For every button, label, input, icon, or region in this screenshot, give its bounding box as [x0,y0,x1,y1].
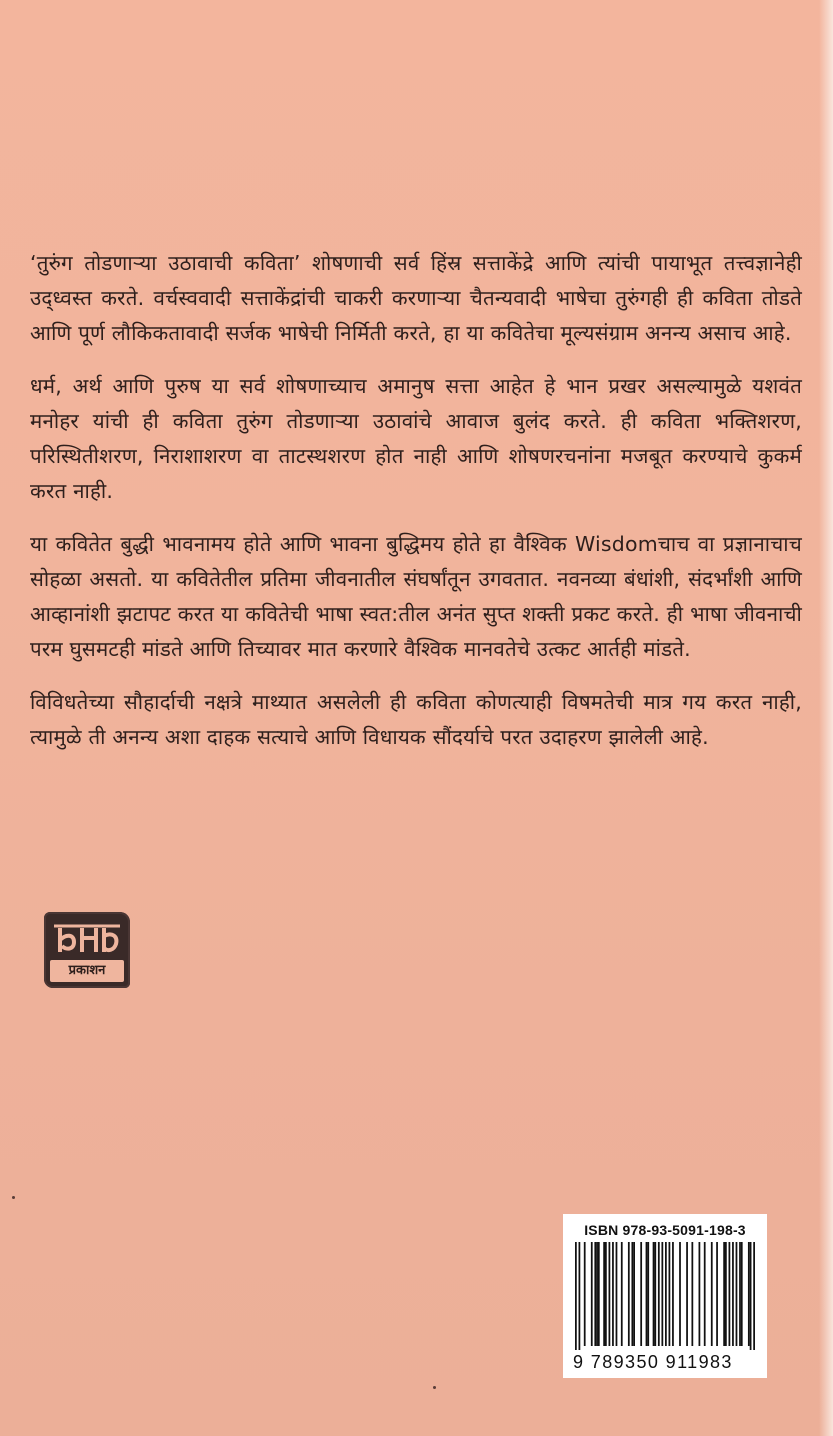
barcode-bar [658,1242,660,1346]
barcode-bar [739,1242,741,1346]
barcode-bar [596,1242,598,1346]
isbn-barcode [563,1214,767,1378]
publisher-logo [44,912,130,988]
barcode-bars [575,1242,755,1350]
barcode-bar [628,1242,630,1346]
barcode-bar [699,1242,701,1346]
barcode-bar [661,1242,663,1346]
barcode-bar [609,1242,611,1346]
blurb-paragraph-4: विविधतेच्या सौहार्दाची नक्षत्रे माथ्यात असलेली ही कविता कोणत्याही विषमतेची मात्र गय करत नाही, त्यामुळे ती अनन्य अशा दाहक सत्याचे आणि विधायक सौंदर्याचे परत उदाहरण झालेली आहे. [30,690,802,749]
blurb-paragraph-3: या कवितेत बुद्धी भावनामय होते आणि भावना बुद्धिमय होते हा वैश्विक Wisdomचाच वा प्रज्ञानाचाच सोहळा असतो. या कवितेतील प्रतिमा जीवनातील संघर्षांतून उगवतात. नवनव्या बंधांशी, संदर्भांशी आणि आव्हानांशी झटापट करत या कवितेची भाषा स्वत:तील अनंत सुप्त शक्ती प्रकट करते. ही भाषा जीवनाची परम घुसमटही मांडते आणि तिच्यावर मात करणारे वैश्विक मानवतेचे उत्कट आर्तही मांडते. [30,532,802,661]
blurb-paragraph-1: ‘तुरुंग तोडणाऱ्या उठावाची कविता’ शोषणाची सर्व हिंस्र सत्ताकेंद्रे आणि त्यांची पायाभूत तत्त्वज्ञानेही उद्ध्वस्त करते. वर्चस्ववादी सत्ताकेंद्रांची चाकरी करणाऱ्या चैतन्यवादी भाषेचा तुरुंगही ही कविता तोडते आणि पूर्ण लौकिकतावादी सर्जक भाषेची निर्मिती करते, हा या कवितेचा मूल्यसंग्राम अनन्य असाच आहे. [30,251,802,345]
back-cover-blurb [30,246,802,773]
cover-edge [819,0,833,1436]
barcode-bar [665,1242,667,1346]
barcode-bar [704,1242,706,1346]
barcode-bar [723,1242,725,1346]
barcode-bar [575,1242,577,1350]
barcode-bar [725,1242,727,1346]
publisher-logo-label: प्रकाशन [50,960,124,982]
barcode-bar [631,1242,633,1346]
barcode-digits: 9 789350 911983 [573,1352,733,1372]
barcode-bar [647,1242,649,1346]
barcode-bar [603,1242,605,1346]
barcode-bar [591,1242,593,1346]
barcode-bar [633,1242,635,1346]
barcode-bar [640,1242,642,1346]
barcode-bar [750,1242,752,1350]
print-speck [433,1386,436,1389]
barcode-bar [686,1242,688,1346]
barcode-bar [594,1242,596,1346]
barcode-bar [612,1242,614,1346]
barcode-bar [653,1242,655,1346]
barcode-bar [691,1242,693,1346]
barcode-bar [646,1242,648,1346]
barcode-bar [753,1242,755,1350]
isbn-label: ISBN 978-93-5091-198-3 [584,1222,746,1238]
barcode-bar [584,1242,586,1346]
barcode-bar [672,1242,674,1346]
barcode-bar [621,1242,623,1346]
barcode-bar [669,1242,671,1346]
barcode-bar [598,1242,600,1346]
barcode-bar [748,1242,750,1346]
barcode-bar [605,1242,607,1346]
barcode-bar [741,1242,743,1346]
barcode-bar [654,1242,656,1346]
blurb-paragraph-2: धर्म, अर्थ आणि पुरुष या सर्व शोषणाच्याच अमानुष सत्ता आहेत हे भान प्रखर असल्यामुळे यशवंत मनोहर यांची ही कविता तुरुंग तोडणाऱ्या उठावांचे आवाज बुलंद करते. ही कविता भक्तिशरण, परिस्थितीशरण, निराशाशरण वा ताटस्थशरण होत नाही आणि शोषणरचनांना मजबूत करण्याचे कुकर्म करत नाही. [30,374,802,503]
barcode-bar [579,1242,581,1350]
barcode-bar [716,1242,718,1346]
barcode-bar [711,1242,713,1346]
barcode-bar [729,1242,731,1346]
barcode-bar [616,1242,618,1346]
barcode-bar [736,1242,738,1346]
print-speck [12,1196,15,1199]
barcode-bar [732,1242,734,1346]
barcode-bar [679,1242,681,1346]
